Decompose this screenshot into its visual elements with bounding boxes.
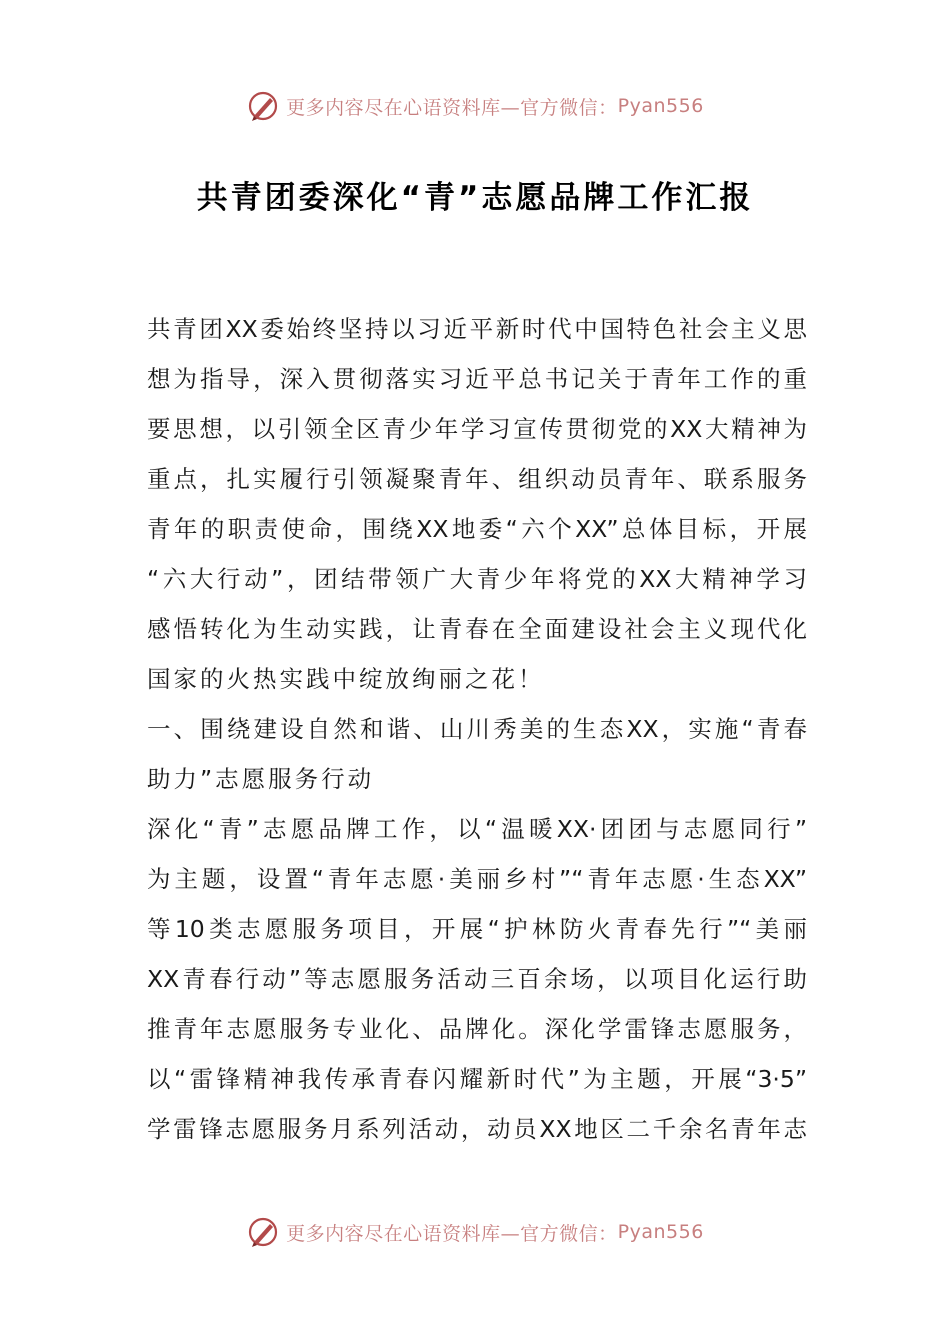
watermark-text: 更多内容尽在心语资料库—官方微信： <box>286 1222 618 1245</box>
body-line: 想为指导，深入贯彻落实习近平总书记关于青年工作的重 <box>147 365 807 393</box>
body-line: 学雷锋志愿服务月系列活动，动员XX地区二千余名青年志 <box>147 1115 807 1143</box>
body-line: 深化“青”志愿品牌工作，以“温暖XX·团团与志愿同行” <box>147 815 807 843</box>
body-line: 以“雷锋精神我传承青春闪耀新时代”为主题，开展“3·5” <box>147 1065 807 1093</box>
body-line: 重点，扎实履行引领凝聚青年、组织动员青年、联系服务 <box>147 465 807 493</box>
body-line: 共青团XX委始终坚持以习近平新时代中国特色社会主义思 <box>147 315 807 343</box>
body-line: 推青年志愿服务专业化、品牌化。深化学雷锋志愿服务， <box>147 1015 807 1043</box>
document-title: 共青团委深化“青”志愿品牌工作汇报 <box>196 180 754 216</box>
body-line: XX青春行动”等志愿服务活动三百余场，以项目化运行助 <box>147 965 807 993</box>
section-heading-line: 一、围绕建设自然和谐、山川秀美的生态XX，实施“青春 <box>147 715 807 743</box>
body-line: 青年的职责使命，围绕XX地委“六个XX”总体目标，开展 <box>147 515 807 543</box>
watermark-wechat-id: Pyan556 <box>617 95 704 117</box>
body-line: 等10类志愿服务项目，开展“护林防火青春先行”“美丽 <box>147 915 807 943</box>
body-line: 感悟转化为生动实践，让青春在全面建设社会主义现代化 <box>147 615 807 643</box>
body-line: “六大行动”，团结带领广大青少年将党的XX大精神学习 <box>147 565 807 593</box>
body-line: 为主题，设置“青年志愿·美丽乡村”“青年志愿·生态XX” <box>147 865 807 893</box>
watermark-footer <box>0 1212 950 1252</box>
section-heading-line: 助力”志愿服务行动 <box>147 765 375 793</box>
body-line: 要思想，以引领全区青少年学习宣传贯彻党的XX大精神为 <box>147 415 807 443</box>
body-line: 国家的火热实践中绽放绚丽之花！ <box>147 665 545 693</box>
watermark-header <box>0 86 950 126</box>
pen-logo-icon <box>246 89 280 123</box>
watermark-wechat-id: Pyan556 <box>617 1221 704 1243</box>
pen-logo-icon <box>246 1215 280 1249</box>
document-body <box>147 304 807 1154</box>
watermark-text: 更多内容尽在心语资料库—官方微信： <box>286 96 618 119</box>
